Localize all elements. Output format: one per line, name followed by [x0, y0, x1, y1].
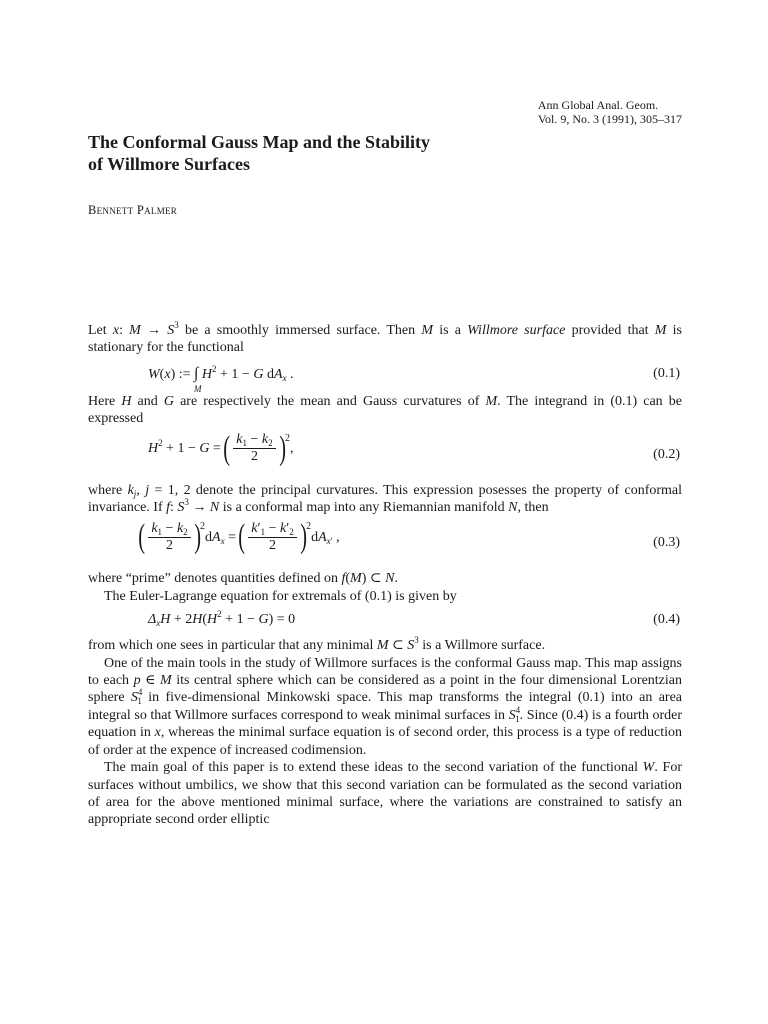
equation-0-1-expr: W(x) := ∫ M $H^2 + 1 - G$ $dA_x$ .	[148, 363, 294, 394]
paragraph-principal-curvatures: where $k_j$, j = 1, 2 denote the principal curvatures. This expression posesses the property of conformal invariance. If f: $S^3 \to N$ is a conformal map into any Riemannian manifold N, then	[88, 482, 683, 516]
equation-0-4-number: (0.4)	[653, 612, 680, 628]
journal-volume: Vol. 9, No. 3 (1991), 305–317	[537, 112, 682, 126]
paper-body	[88, 322, 682, 829]
equation-0-2-number: (0.2)	[653, 446, 680, 462]
paragraph-intro: Let x: $M \to S^3$ be a smoothly immersed surface. Then M is a Willmore surface provided that M is stationary for the functional	[88, 320, 682, 356]
equation-0-2-expr: $H^2 + 1 - G$ =( $\frac{k_1 - k_2}{2}$ )2,	[148, 429, 294, 467]
equation-0-2	[88, 428, 682, 482]
paragraph-main-goal: The main goal of this paper is to extend these ideas to the second variation of the functional W. For surfaces without umbilics, we show that this second variation can be formulated as the second variation of area for the above mentioned minimal surface, where the variations are constrained to satisfy an appropriate second order elliptic	[88, 760, 682, 828]
paper-title	[88, 131, 608, 175]
equation-0-4	[88, 605, 682, 637]
paragraph-conformal-gauss-map: One of the main tools in the study of Willmore surfaces is the conformal Gauss map. This map assigns to each p ∈ M its central sphere which can be considered as a point in the four dimensional Lorentzian sphere $S^4_1$ in five-dimensional Minkowski space. This map transforms the integral (0.1) into an area integral so that Willmore surfaces correspond to weak minimal surfaces in $S^4_1$. Since (0.4) is a fourth order equation in x, whereas the minimal surface equation is of second order, this process is a type of reduction of order at the expence of increased codimension.	[88, 655, 682, 758]
equation-0-3-number: (0.3)	[653, 535, 680, 551]
title-line-2: of Willmore Surfaces	[88, 154, 250, 174]
paragraph-prime: where “prime” denotes quantities defined on f(M) ⊂ N.	[88, 571, 398, 587]
paragraph-integrand: Here H and G are respectively the mean and Gauss curvatures of M. The integrand in (0.1) can be expressed	[88, 393, 682, 427]
equation-0-4-expr: $\Delta_xH + 2H(H^2 + 1 - G) = 0$	[148, 609, 296, 629]
paper-page	[88, 0, 682, 1024]
journal-citation	[538, 98, 682, 126]
paragraph-minimal: from which one sees in particular that any minimal M ⊂ $S^3$ is a Willmore surface.	[88, 635, 546, 654]
author-name: Bennett Palmer	[88, 203, 178, 217]
equation-0-3-expr: ( $\frac{k_1 - k_2}{2}$ )$2dA_x$ =( $\frac{k'_1 - k'_2}{2}$ )$2dA_{x'}$ ,	[138, 518, 340, 556]
journal-name: Ann Global Anal. Geom.	[537, 98, 659, 112]
equation-0-3	[88, 516, 682, 570]
title-line-1: The Conformal Gauss Map and the Stability	[88, 132, 431, 152]
equation-0-1-number: (0.1)	[653, 365, 680, 381]
equation-0-1	[88, 357, 682, 393]
paragraph-euler-lagrange: The Euler-Lagrange equation for extremals of (0.1) is given by	[104, 588, 457, 604]
